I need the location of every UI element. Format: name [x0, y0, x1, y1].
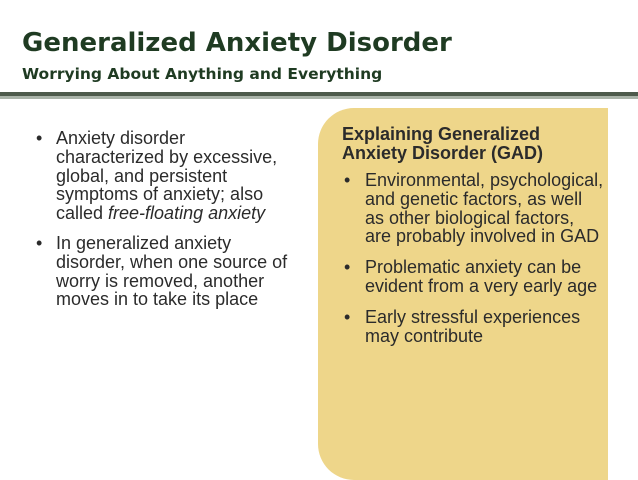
list-item: [29, 129, 291, 223]
bullet-text: In generalized anxiety disorder, when one source of worry is removed, another moves in to take its place: [56, 232, 288, 310]
explanation-panel-content: [342, 125, 604, 345]
left-bullet-list: [29, 129, 291, 309]
list-item: [342, 258, 604, 296]
slide-subtitle: Worrying About Anything and Everything: [22, 65, 383, 83]
slide-title: Generalized Anxiety Disorder: [22, 28, 452, 58]
bullet-icon: •: [36, 128, 43, 148]
list-item: [342, 308, 604, 346]
bullet-icon: •: [344, 170, 351, 190]
bullet-text: Environmental, psychological, and genetic factors, as well as other biological factors, are probably involved in GAD: [365, 170, 604, 247]
header-divider-shadow: [0, 96, 638, 99]
bullet-icon: •: [36, 232, 43, 253]
bullet-icon: •: [344, 306, 351, 327]
bullet-text: Early stressful experiences may contribute: [365, 306, 581, 346]
bullet-emphasis: free-floating anxiety: [108, 203, 266, 224]
bullet-text: Anxiety disorder characterized by excessive, global, and persistent symptoms of anxiety; also called: [56, 128, 278, 224]
explanation-panel: [318, 108, 608, 480]
bullet-text: Problematic anxiety can be evident from a very early age: [365, 257, 598, 296]
left-column: [29, 129, 291, 309]
panel-bullet-list: [342, 171, 604, 345]
panel-heading: Explaining Generalized Anxiety Disorder (GAD): [342, 124, 544, 163]
bullet-icon: •: [344, 257, 351, 278]
list-item: [342, 171, 604, 246]
list-item: [29, 234, 291, 309]
